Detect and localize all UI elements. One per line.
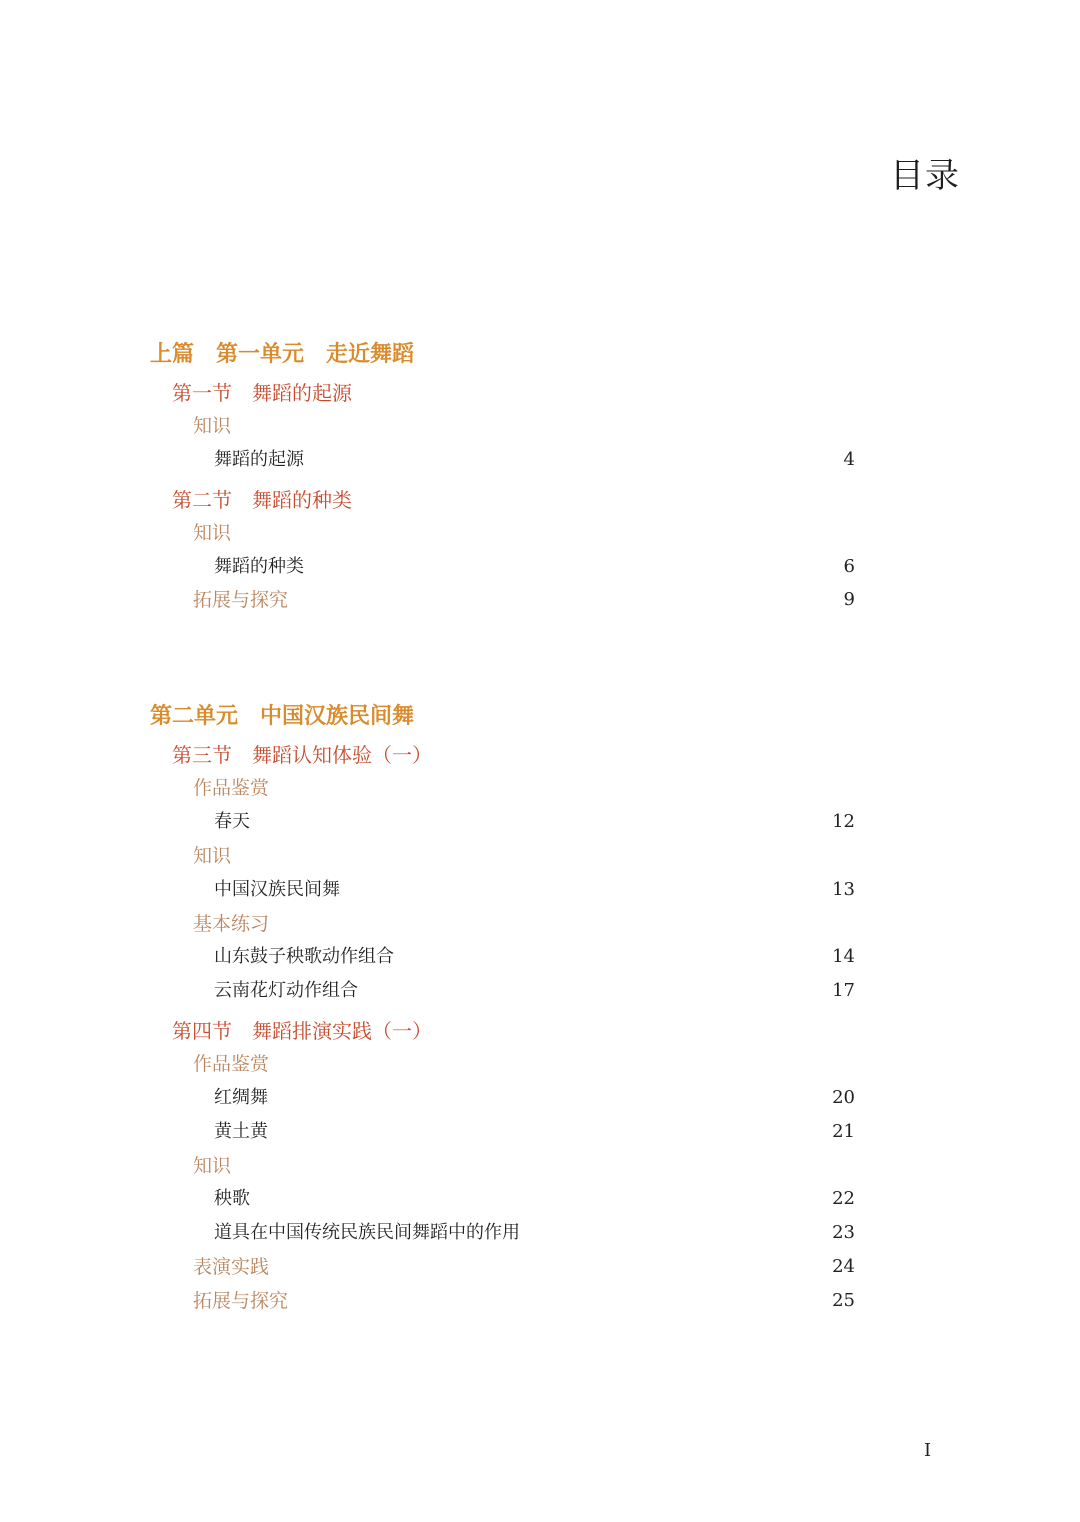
toc-entry-page: 22 (832, 1188, 855, 1209)
page-title: 目录 (890, 156, 960, 196)
toc-entry-section[interactable] (0, 740, 1080, 770)
toc-entry-title: 春天 (214, 811, 250, 832)
toc-entry-unit[interactable] (0, 702, 1080, 732)
toc-entry-title: 第二节 舞蹈的种类 (172, 488, 352, 512)
toc-entry-unit[interactable] (0, 340, 1080, 370)
toc-entry-page: 13 (832, 879, 855, 900)
toc-entry-title: 舞蹈的种类 (214, 556, 304, 577)
toc-entry-title: 拓展与探究 (193, 589, 289, 611)
toc-entry-item[interactable] (0, 875, 1080, 905)
toc-entry-title: 第一节 舞蹈的起源 (172, 381, 352, 405)
toc-entry-title: 表演实践 (193, 1256, 270, 1278)
toc-entry-title: 秧歌 (214, 1188, 250, 1209)
toc-entry-page: 9 (843, 589, 855, 610)
toc-entry-cat[interactable] (0, 1151, 1080, 1181)
toc-entry-title: 知识 (193, 415, 232, 437)
toc-entry-page: 24 (832, 1256, 855, 1277)
toc-entry-title: 舞蹈的起源 (214, 449, 304, 470)
toc-entry-title: 第三节 舞蹈认知体验（一） (172, 743, 432, 767)
toc-entry-item[interactable] (0, 552, 1080, 582)
toc-entry-title: 第四节 舞蹈排演实践（一） (172, 1019, 432, 1043)
toc-entry-section[interactable] (0, 1016, 1080, 1046)
toc-entry-page: 21 (832, 1121, 855, 1142)
toc-entry-title: 道具在中国传统民族民间舞蹈中的作用 (214, 1222, 520, 1243)
toc-entry-title: 山东鼓子秧歌动作组合 (214, 946, 394, 967)
toc-entry-item[interactable] (0, 976, 1080, 1006)
toc-entry-cat[interactable] (0, 1049, 1080, 1079)
toc-entry-section[interactable] (0, 485, 1080, 515)
toc-entry-title: 第二单元 中国汉族民间舞 (150, 704, 415, 729)
toc-entry-title: 作品鉴赏 (193, 1053, 270, 1075)
toc-entry-cat[interactable] (0, 1286, 1080, 1316)
toc-entry-item[interactable] (0, 1184, 1080, 1214)
toc-entry-title: 红绸舞 (214, 1087, 268, 1108)
toc-entry-item[interactable] (0, 942, 1080, 972)
toc-entry-page: 14 (832, 946, 855, 967)
toc-entry-page: 25 (832, 1290, 855, 1311)
toc-entry-cat[interactable] (0, 909, 1080, 939)
toc-entry-title: 拓展与探究 (193, 1290, 289, 1312)
toc-entry-item[interactable] (0, 807, 1080, 837)
toc-entry-cat[interactable] (0, 518, 1080, 548)
toc-entry-item[interactable] (0, 1117, 1080, 1147)
toc-entry-page: 23 (832, 1222, 855, 1243)
toc-entry-page: 12 (832, 811, 855, 832)
toc-entry-page: 17 (832, 980, 855, 1001)
toc-entry-item[interactable] (0, 445, 1080, 475)
toc-entry-page: 6 (843, 556, 855, 577)
toc-entry-title: 上篇 第一单元 走近舞蹈 (150, 342, 415, 367)
toc-entry-item[interactable] (0, 1083, 1080, 1113)
toc-entry-section[interactable] (0, 378, 1080, 408)
toc-entry-page: 4 (843, 449, 855, 470)
toc-entry-cat[interactable] (0, 841, 1080, 871)
toc-entry-title: 知识 (193, 1155, 232, 1177)
toc-entry-page: 20 (832, 1087, 855, 1108)
toc-entry-cat[interactable] (0, 411, 1080, 441)
toc-entry-title: 知识 (193, 522, 232, 544)
toc-entry-title: 云南花灯动作组合 (214, 980, 358, 1001)
toc-entry-item[interactable] (0, 1218, 1080, 1248)
toc-entry-cat[interactable] (0, 1252, 1080, 1282)
toc-entry-title: 知识 (193, 845, 232, 867)
toc-entry-cat[interactable] (0, 585, 1080, 615)
page-number: I (924, 1440, 932, 1461)
toc-entry-title: 基本练习 (193, 913, 270, 935)
toc-entry-cat[interactable] (0, 773, 1080, 803)
toc-entry-title: 黄土黄 (214, 1121, 268, 1142)
toc-entry-title: 作品鉴赏 (193, 777, 270, 799)
toc-entry-title: 中国汉族民间舞 (214, 879, 340, 900)
